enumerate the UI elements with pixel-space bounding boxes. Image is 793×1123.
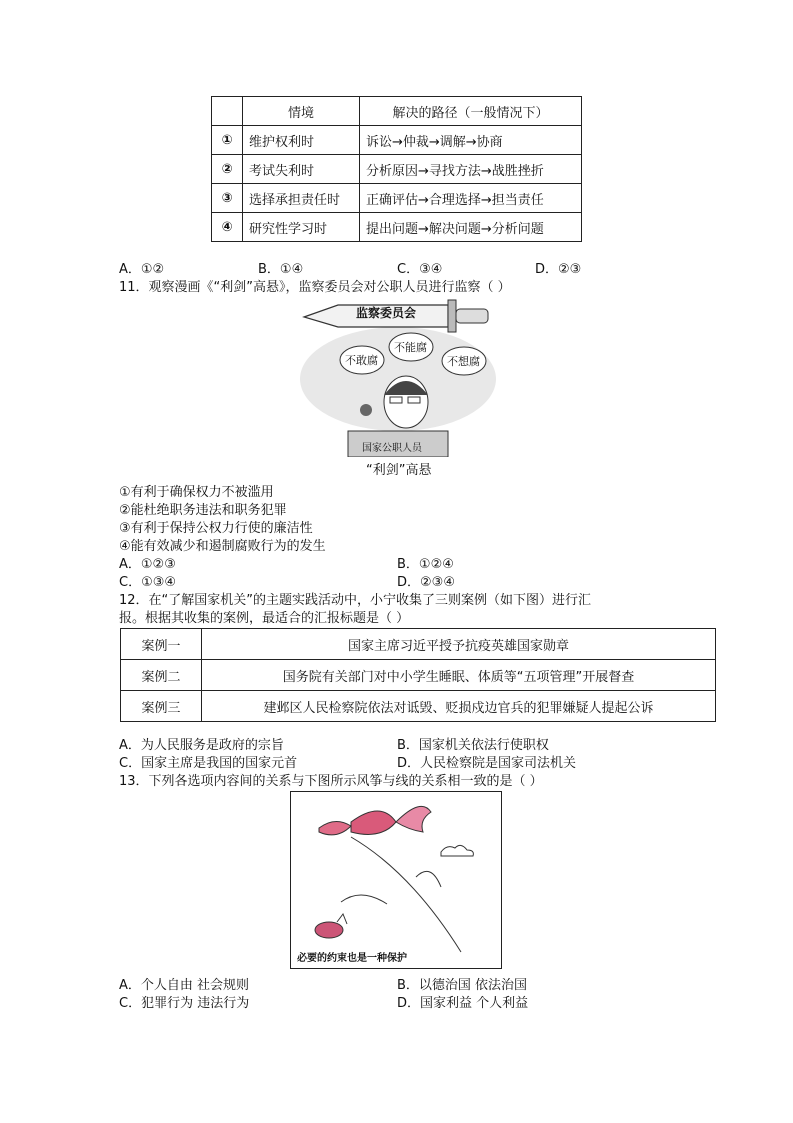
q11-option-c[interactable]: C．①③④ [119,575,177,590]
q12-option-c[interactable]: C．国家主席是我国的国家元首 [119,756,298,771]
row-path: 提出问题→解决问题→分析问题 [360,213,582,242]
q12-option-a[interactable]: A．为人民服务是政府的宗旨 [119,738,284,753]
bubble-cannot: 不能腐 [394,341,427,354]
table-row [121,691,716,722]
table-header-path: 解决的路径（一般情况下） [360,97,582,126]
q12-stem-line1: 12．在“了解国家机关”的主题实践活动中，小宁收集了三则案例（如下图）进行汇 [119,593,592,608]
q10-option-b[interactable]: B．①④ [258,262,304,277]
table-header-row [212,97,582,126]
table-row [212,213,582,242]
q11-option-b[interactable]: B．①②④ [397,557,454,572]
q13-option-d[interactable]: D．国家利益 个人利益 [397,996,529,1011]
case-label: 案例二 [121,660,202,691]
cases-table [120,628,716,722]
bubble-dare-not: 不敢腐 [345,354,378,367]
q11-statement-4: ④能有效减少和遏制腐败行为的发生 [119,539,326,554]
table-row [212,126,582,155]
q12-stem-line2: 报。根据其收集的案例，最适合的汇报标题是（ ） [119,611,410,626]
q11-option-a[interactable]: A．①②③ [119,557,176,572]
q11-statement-3: ③有利于保持公权力行使的廉洁性 [119,521,313,536]
row-path: 诉讼→仲裁→调解→协商 [360,126,582,155]
sword-cartoon [298,297,496,457]
q12-option-b[interactable]: B．国家机关依法行使职权 [397,738,549,753]
q11-statement-2: ②能杜绝职务违法和职务犯罪 [119,503,287,518]
q11-option-d[interactable]: D．②③④ [397,575,455,590]
row-path: 正确评估→合理选择→担当责任 [360,184,582,213]
table-row [121,660,716,691]
table-header-num [212,97,243,126]
q13-option-b[interactable]: B．以德治国 依法治国 [397,978,528,993]
q10-option-c[interactable]: C．③④ [397,262,443,277]
row-situation: 研究性学习时 [243,213,360,242]
case-label: 案例三 [121,691,202,722]
row-num: ① [212,126,243,155]
q13-stem: 13．下列各选项内容间的关系与下图所示风筝与线的关系相一致的是（ ） [119,774,543,789]
q11-stem: 11．观察漫画《“利剑”高悬》，监察委员会对公职人员进行监察（ ） [119,280,511,295]
case-content: 国务院有关部门对中小学生睡眠、体质等“五项管理”开展督查 [202,660,716,691]
table-row [121,629,716,660]
q10-option-a[interactable]: A．①② [119,262,165,277]
kite-cartoon [290,791,502,969]
row-situation: 选择承担责任时 [243,184,360,213]
situation-path-table [211,96,582,242]
desk-label: 国家公职人员 [362,443,422,454]
row-num: ② [212,155,243,184]
q12-option-d[interactable]: D．人民检察院是国家司法机关 [397,756,577,771]
q13-option-c[interactable]: C．犯罪行为 违法行为 [119,996,250,1011]
row-situation: 维护权利时 [243,126,360,155]
row-num: ④ [212,213,243,242]
kite-caption: 必要的约束也是一种保护 [297,953,407,964]
cartoon-caption: “利剑”高悬 [366,463,432,478]
q11-statement-1: ①有利于确保权力不被滥用 [119,485,274,500]
table-header-situation: 情境 [243,97,360,126]
q13-option-a[interactable]: A．个人自由 社会规则 [119,978,250,993]
row-situation: 考试失利时 [243,155,360,184]
case-content: 建邺区人民检察院依法对诋毁、贬损戍边官兵的犯罪嫌疑人提起公诉 [202,691,716,722]
row-path: 分析原因→寻找方法→战胜挫折 [360,155,582,184]
table-row [212,155,582,184]
kite-cartoon-illustration [291,792,500,967]
row-num: ③ [212,184,243,213]
case-label: 案例一 [121,629,202,660]
q10-option-d[interactable]: D．②③ [535,262,582,277]
sword-label: 监察委员会 [356,306,417,320]
bubble-want-not: 不想腐 [447,355,480,368]
case-content: 国家主席习近平授予抗疫英雄国家勋章 [202,629,716,660]
table-row [212,184,582,213]
